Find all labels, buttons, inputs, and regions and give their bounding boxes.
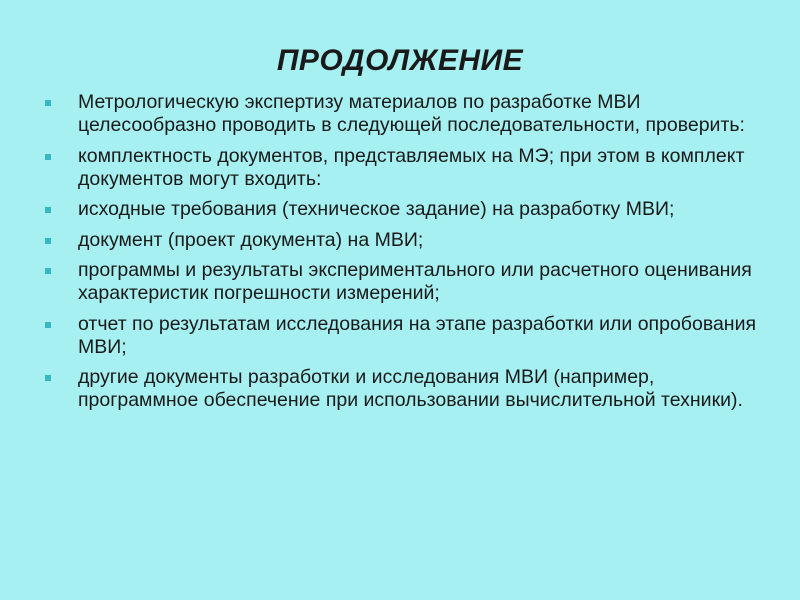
square-bullet-icon xyxy=(45,238,51,244)
bullet-item-2 xyxy=(40,145,760,191)
slide-title: ПРОДОЛЖЕНИЕ xyxy=(276,44,524,77)
bullet-item-1 xyxy=(40,91,760,137)
bullet-item-5 xyxy=(40,259,760,305)
bullet-text: другие документы разработки и исследования МВИ (например, программное обеспечение при использовании вычислительной техники). xyxy=(78,366,743,411)
bullet-item-4 xyxy=(40,229,760,252)
bullet-text: документ (проект документа) на МВИ; xyxy=(78,228,424,251)
square-bullet-icon xyxy=(45,322,51,328)
square-bullet-icon xyxy=(45,100,51,106)
bullet-text: комплектность документов, представляемых на МЭ; при этом в комплект документов могут входить: xyxy=(78,144,745,190)
bullet-text: отчет по результатам исследования на этапе разработки или опробования МВИ; xyxy=(78,312,757,358)
bullet-item-6 xyxy=(40,313,760,359)
bullet-text: Метрологическую экспертизу материалов по разработке МВИ целесообразно проводить в следующей последовательности, проверить: xyxy=(78,91,745,136)
bullet-item-3 xyxy=(40,198,760,221)
square-bullet-icon xyxy=(45,207,51,213)
square-bullet-icon xyxy=(45,154,51,160)
bullet-item-7 xyxy=(40,366,760,412)
bullet-text: исходные требования (техническое задание) на разработку МВИ; xyxy=(78,198,675,220)
bullet-list xyxy=(40,91,760,420)
square-bullet-icon xyxy=(45,268,51,274)
square-bullet-icon xyxy=(45,375,51,381)
bullet-text: программы и результаты экспериментального или расчетного оценивания характеристик погрешности измерений; xyxy=(78,259,752,304)
